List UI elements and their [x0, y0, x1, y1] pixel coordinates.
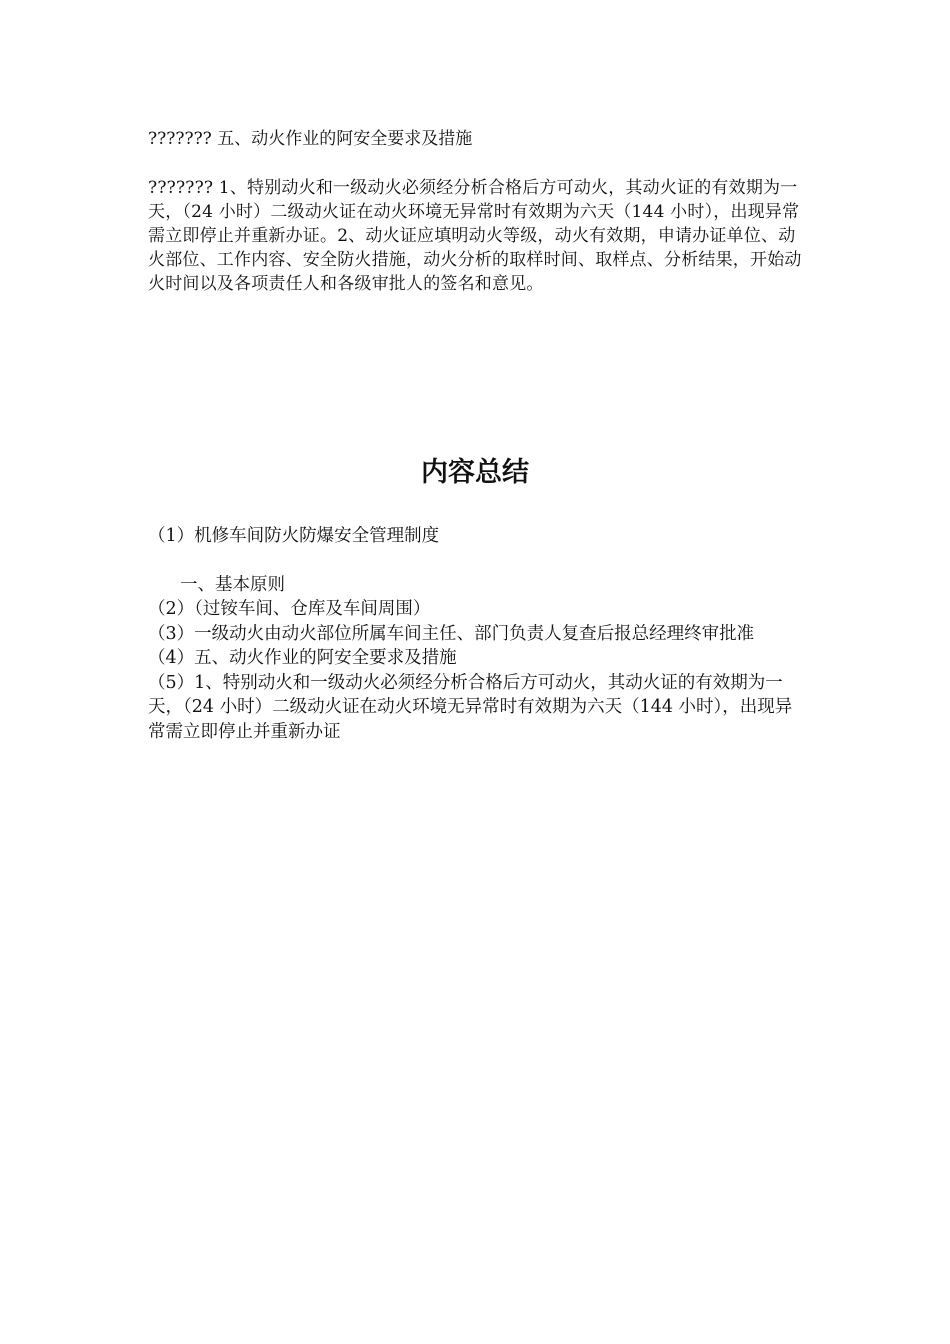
- summary-list: [148, 524, 808, 744]
- summary-item-1: （1）机修车间防火防爆安全管理制度: [148, 526, 440, 546]
- section-heading: ??????? 五、动火作业的阿安全要求及措施: [148, 129, 473, 149]
- summary-item-3: （3）一级动火由动火部位所属车间主任、部门负责人复查后报总经理终审批准: [148, 623, 755, 644]
- spacer: [148, 549, 808, 573]
- summary-item-4: （4）五、动火作业的阿安全要求及措施: [148, 648, 457, 668]
- summary-basic-principle: 一、基本原则: [180, 574, 285, 595]
- summary-item-5: （5）1、特别动火和一级动火必须经分析合格后方可动火，其动火证的有效期为一天，（24 小时）二级动火证在动火环境无异常时有效期为六天（144 小时），出现异常需立即停止并重新办证: [148, 672, 793, 742]
- body-paragraph: ??????? 1、特别动火和一级动火必须经分析合格后方可动火，其动火证的有效期为一天，（24 小时）二级动火证在动火环境无异常时有效期为六天（144 小时），出现异常需立即停止并重新办证。2、动火证应填明动火等级，动火有效期，申请办证单位、动火部位、工作内容、安全防火措施，动火分析的取样时间、取样点、分析结果，开始动火时间以及各项责任人和各级审批人的签名和意见。: [148, 178, 802, 294]
- summary-item-2: （2）（过铵车间、仓库及车间周围）: [148, 599, 431, 619]
- summary-title: 内容总结: [421, 457, 529, 488]
